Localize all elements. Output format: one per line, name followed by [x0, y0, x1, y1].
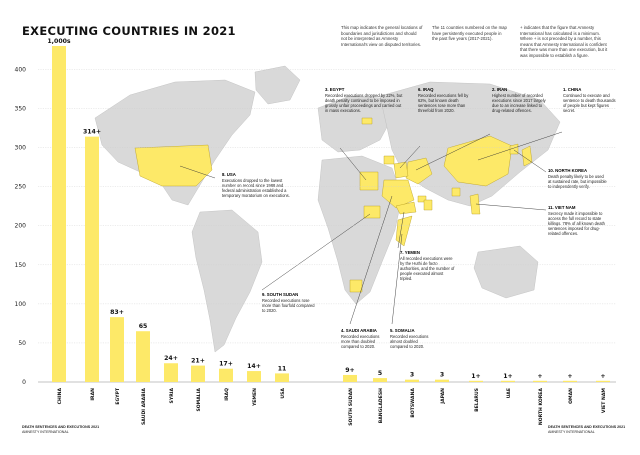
category-label: YEMEN — [253, 388, 258, 407]
annotation-somalia: 5. SOMALIA Recorded executions almost doubled compared to 2020. — [390, 328, 429, 350]
annotation-iraq: 6. IRAQ Recorded executions fell by 62%, but known death sentences rose more than threefold from 2020. — [418, 87, 469, 114]
value-label: 24+ — [164, 355, 178, 363]
annotation-yemen: 7. YEMEN All recorded executions were by the Huthi de facto authorities, and the number of people executed almost tripled. — [400, 250, 455, 282]
footer-left: DEATH SENTENCES AND EXECUTIONS 2021 AMNESTY INTERNATIONAL — [22, 425, 100, 434]
category-label: UAE — [507, 388, 512, 399]
bar-usa — [275, 373, 289, 382]
value-label: 21+ — [191, 357, 205, 365]
y-tick-label: 200 — [14, 222, 26, 230]
category-label: NORTH KOREA — [539, 388, 544, 426]
value-label: + — [600, 372, 606, 380]
bar-belarus — [469, 381, 483, 382]
category-label: BANGLADESH — [379, 388, 384, 424]
category-label: SOMALIA — [197, 388, 202, 412]
bar-south-sudan — [343, 375, 357, 382]
annotation-iran: 2. IRAN Highest number of recorded executions since 2017 largely due to an increase linked to drug-related offences. — [492, 87, 546, 114]
y-tick-label: 150 — [14, 261, 26, 269]
annotation-saudi-arabia: 4. SAUDI ARABIA Recorded executions more than doubled compared to 2020. — [341, 328, 380, 350]
value-label: 65 — [138, 323, 148, 331]
value-label: 1,000s — [47, 38, 71, 45]
y-tick-label: 300 — [14, 144, 26, 152]
y-tick-label: 400 — [14, 66, 26, 74]
category-label: BELARUS — [475, 388, 480, 412]
bar-botswana — [405, 380, 419, 382]
plus-sign-note: + indicates that the figure that Amnesty International has calculated is a minimum. Where + is not preceded by a number, this means that Amnesty International is confident that there was more than one execution, but it was impossible to establish a figure. — [520, 25, 608, 58]
category-label: SAUDI ARABIA — [142, 388, 147, 425]
bar-uae — [501, 381, 515, 382]
value-label: 9+ — [345, 366, 355, 374]
footer-right: DEATH SENTENCES AND EXECUTIONS 2021 AMNESTY INTERNATIONAL — [548, 425, 626, 434]
annotation-china: 1. CHINA Continued to execute and sentence to death thousands of people but kept figures secret. — [563, 87, 616, 114]
bar-egypt — [110, 317, 124, 382]
category-label: VIET NAM — [602, 388, 607, 414]
value-label: 5 — [377, 370, 383, 378]
value-label: 14+ — [247, 363, 261, 371]
bar-viet-nam — [596, 381, 610, 382]
y-tick-label: 100 — [14, 300, 26, 308]
annotation-egypt: 3. EGYPT Recorded executions dropped by 22%, but death penalty continued to be imposed in grossly unfair proceedings and carried out in mass executions. — [325, 87, 403, 114]
category-label: IRAQ — [225, 388, 230, 401]
bar-china — [52, 46, 66, 382]
value-label: 3 — [409, 371, 415, 379]
y-tick-label: 350 — [14, 105, 26, 113]
value-label: 1+ — [503, 372, 513, 380]
bar-saudi-arabia — [136, 331, 150, 382]
value-label: 1+ — [471, 372, 481, 380]
category-label: EGYPT — [116, 388, 121, 405]
map-disclaimer: This map indicates the general locations of boundaries and jurisdictions and should not be interpreted as Amnesty International's view on disputed territories. — [341, 25, 423, 47]
bar-oman — [563, 381, 577, 382]
value-label: 17+ — [219, 360, 233, 368]
value-label: 3 — [439, 371, 445, 379]
value-label: + — [537, 372, 543, 380]
bar-north-korea — [533, 381, 547, 382]
value-label: + — [567, 372, 573, 380]
bar-iraq — [219, 369, 233, 382]
annotation-usa: 8. USA Executions dropped to the lowest number on record since 1988 and federal administration established a temporary moratorium on executions. — [222, 172, 290, 199]
category-label: BOTSWANA — [411, 388, 416, 418]
value-label: 11 — [277, 365, 287, 373]
y-tick-label: 250 — [14, 183, 26, 191]
category-label: JAPAN — [441, 388, 446, 404]
y-tick-label: 0 — [22, 379, 26, 386]
annotation-south-sudan: 9. SOUTH SUDAN Recorded executions rose more than fourfold compared to 2020. — [262, 292, 315, 314]
category-label: CHINA — [58, 388, 63, 405]
bar-iran — [85, 137, 99, 382]
bar-syria — [164, 363, 178, 382]
bar-bangladesh — [373, 378, 387, 382]
y-tick-label: 50 — [18, 339, 26, 347]
annotation-viet-nam: 11. VIET NAM Secrecy made it impossible to access the full record to state killings. 78% of all known death sentences imposed for drug-related offences. — [548, 205, 605, 237]
category-label: IRAN — [91, 388, 96, 401]
annotation-north-korea: 10. NORTH KOREA Death penalty likely to be used at sustained rate, but impossible to independently verify. — [548, 168, 607, 190]
category-label: SYRIA — [170, 388, 175, 404]
category-label: USA — [281, 388, 286, 399]
bar-somalia — [191, 366, 205, 382]
category-label: OMAN — [569, 388, 574, 404]
category-label: SOUTH SUDAN — [349, 388, 354, 426]
value-label: 83+ — [110, 309, 124, 317]
bar-japan — [435, 380, 449, 382]
page-title: EXECUTING COUNTRIES IN 2021 — [22, 24, 236, 38]
bar-yemen — [247, 371, 261, 382]
numbered-countries-note: The 11 countries numbered on the map have persistently executed people in the past five years (2017-2021). — [432, 25, 507, 42]
value-label: 314+ — [82, 128, 102, 136]
